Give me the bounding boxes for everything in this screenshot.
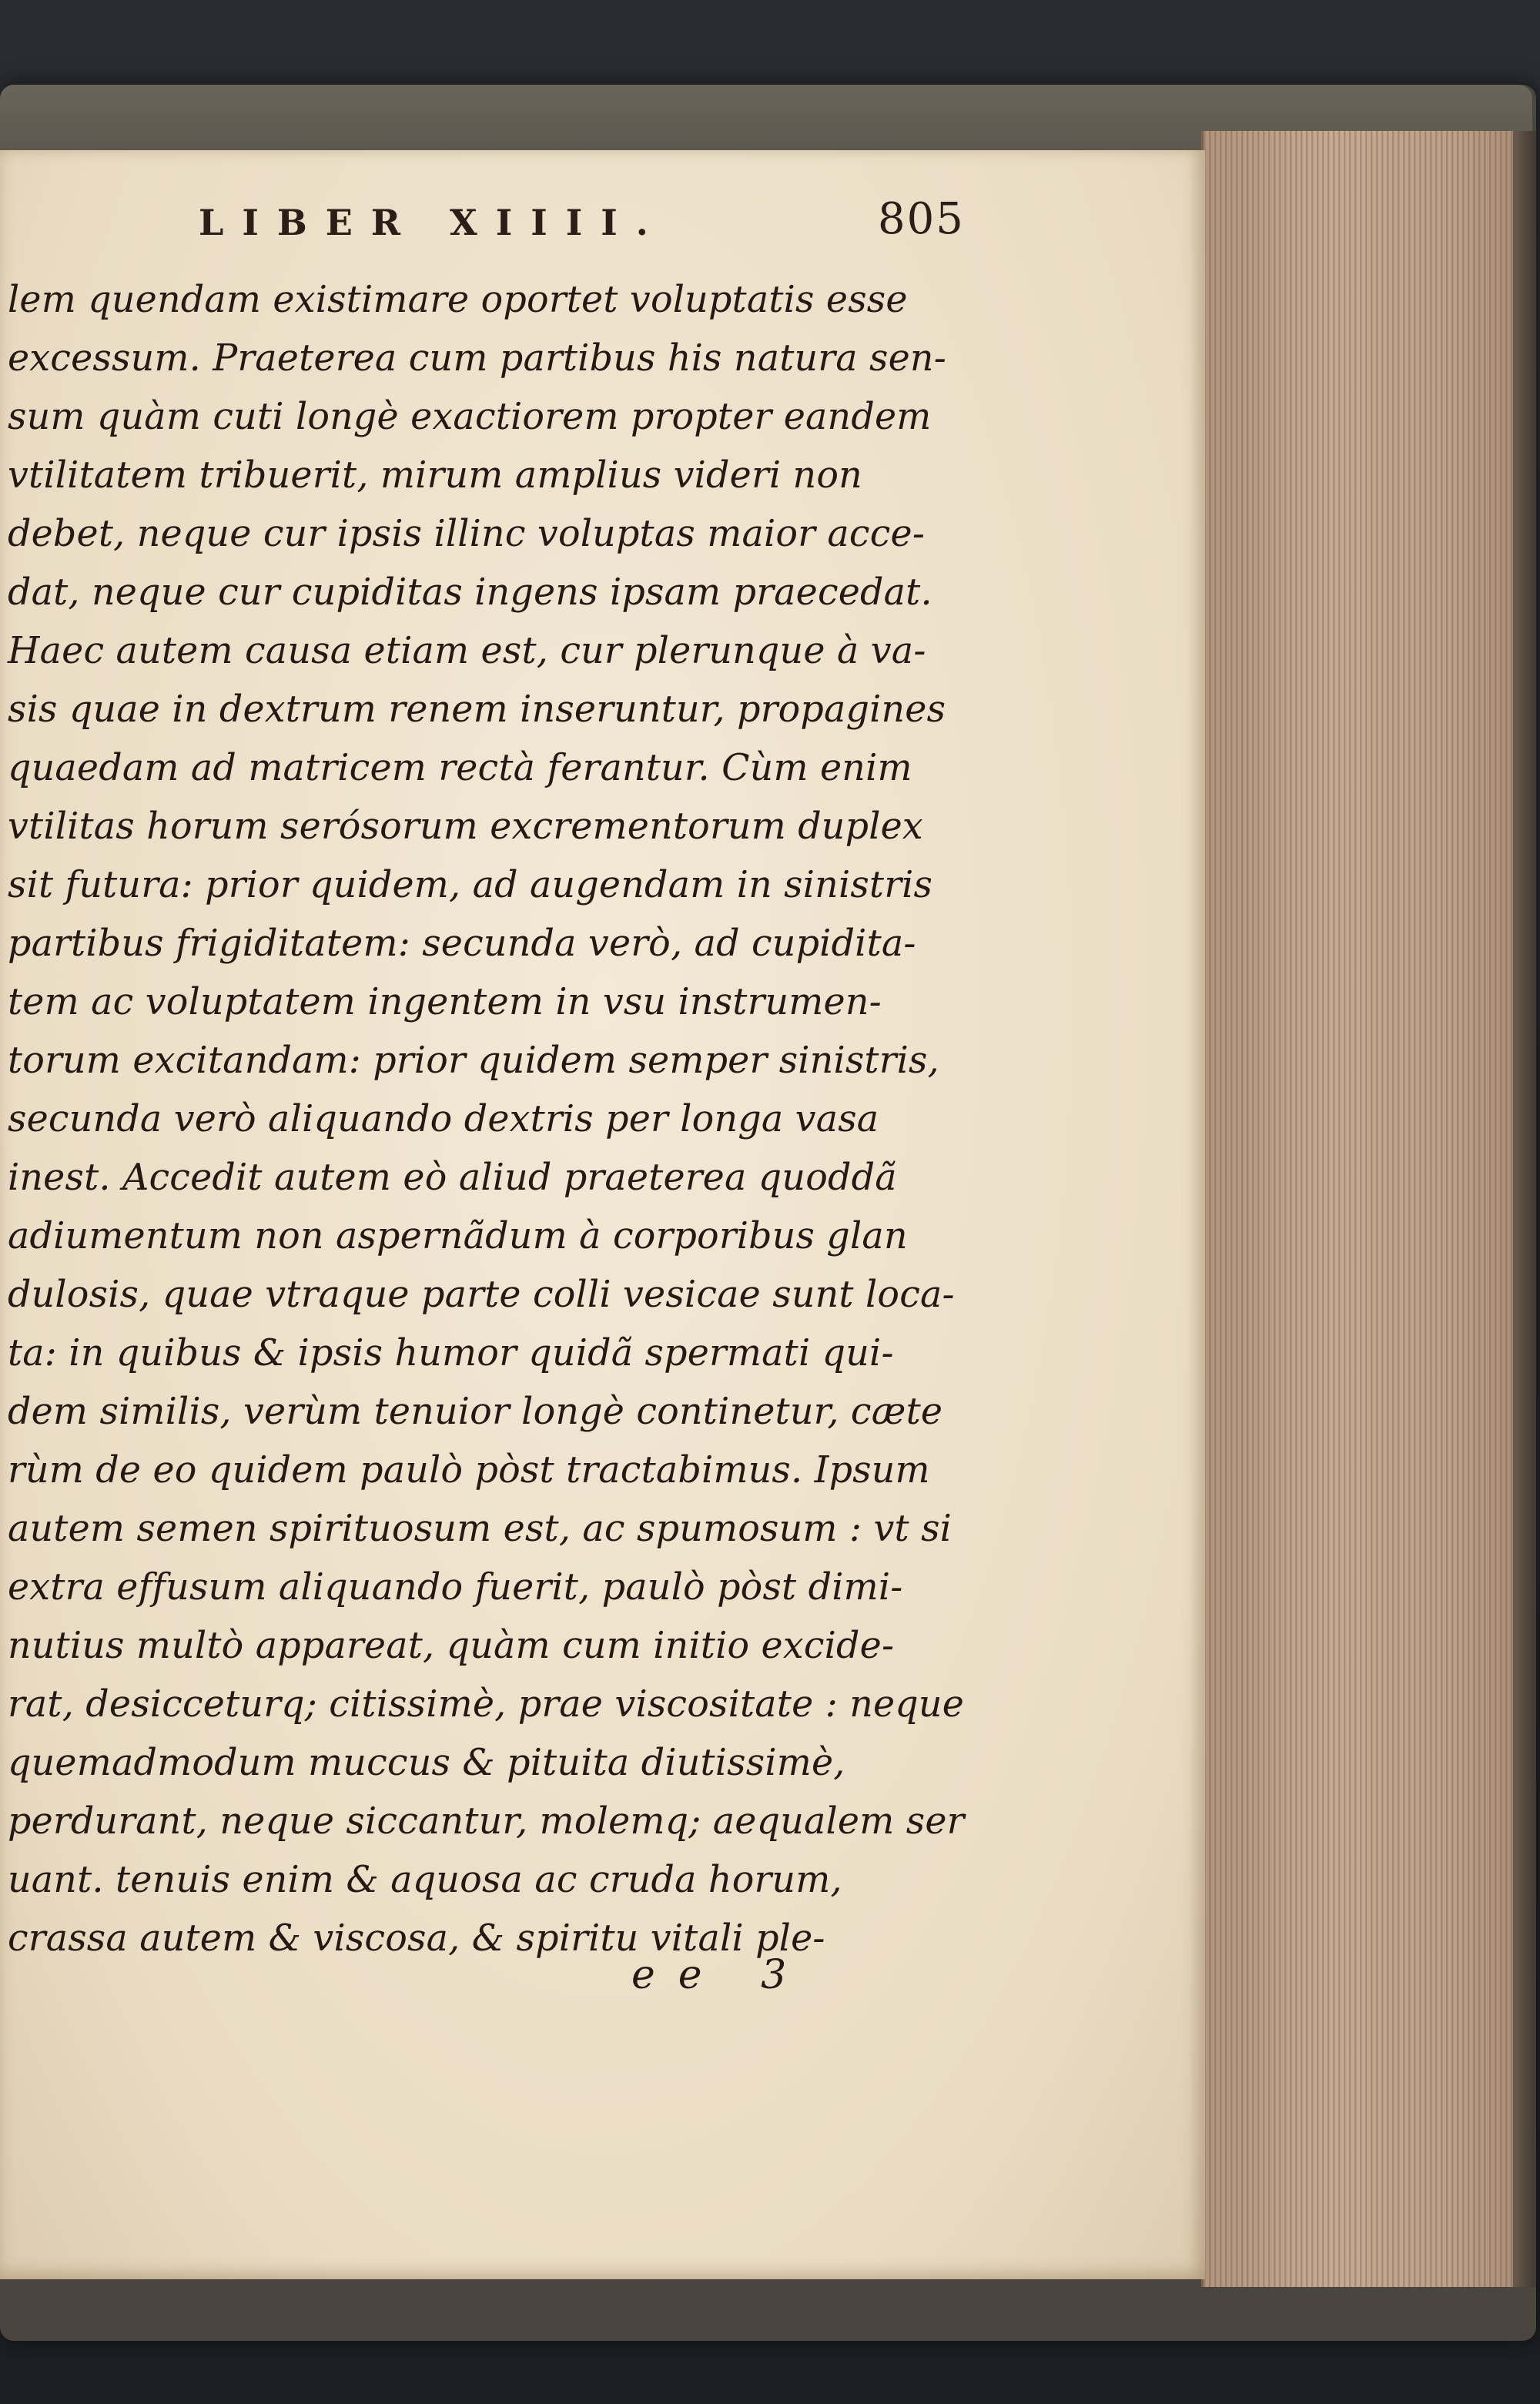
text-line: rat, desicceturq; citissimè, prae viscositate : neque — [8, 1683, 965, 1726]
text-line: adiumentum non aspernãdum à corporibus glan — [8, 1215, 908, 1257]
signature-mark: ee 3 — [631, 1952, 810, 1998]
text-line: secunda verò aliquando dextris per longa vasa — [8, 1098, 879, 1140]
text-line: nutius multò appareat, quàm cum initio excide- — [8, 1625, 895, 1667]
text-line: sit futura: prior quidem, ad augendam in sinistris — [8, 864, 933, 906]
text-line: autem semen spirituosum est, ac spumosum : vt si — [8, 1508, 952, 1550]
text-line: partibus frigiditatem: secunda verò, ad cupidita- — [8, 922, 916, 965]
cover-edge — [1513, 131, 1536, 2287]
text-line: extra effusum aliquando fuerit, paulò pòst dimi- — [8, 1566, 903, 1609]
text-line: quemadmodum muccus & pituita diutissimè, — [8, 1742, 845, 1784]
text-line: quaedam ad matricem rectà ferantur. Cùm enim — [8, 747, 912, 789]
text-line: uant. tenuis enim & aquosa ac cruda horum, — [8, 1859, 842, 1901]
running-head-title: LIBER XIIII. — [199, 202, 667, 243]
text-line: tem ac voluptatem ingentem in vsu instrumen- — [8, 981, 882, 1023]
text-line: inest. Accedit autem eò aliud praeterea quoddã — [8, 1157, 897, 1199]
text-line: rùm de eo quidem paulò pòst tractabimus. Ipsum — [8, 1449, 930, 1492]
text-line: sum quàm cuti longè exactiorem propter eandem — [8, 396, 932, 438]
text-line: sis quae in dextrum renem inseruntur, propagines — [8, 688, 946, 731]
running-head — [0, 194, 1205, 256]
text-line: vtilitatem tribuerit, mirum amplius videri non — [8, 454, 862, 497]
text-line: lem quendam existimare oportet voluptatis esse — [8, 279, 908, 321]
page-number: 805 — [878, 194, 965, 244]
text-line: excessum. Praeterea cum partibus his natura sen- — [8, 337, 946, 380]
text-line: dulosis, quae vtraque parte colli vesicae sunt loca- — [8, 1274, 955, 1316]
page-fore-edge — [1201, 131, 1519, 2287]
text-line: dat, neque cur cupiditas ingens ipsam praecedat. — [8, 571, 932, 614]
text-line: debet, neque cur ipsis illinc voluptas maior acce- — [8, 513, 926, 555]
text-line: vtilitas horum serósorum excrementorum duplex — [8, 805, 923, 848]
body-text — [8, 271, 965, 1968]
text-line: crassa autem & viscosa, & spiritu vitali ple- — [8, 1917, 825, 1960]
text-line: torum excitandam: prior quidem semper sinistris, — [8, 1040, 939, 1082]
text-line: ta: in quibus & ipsis humor quidã spermati qui- — [8, 1332, 894, 1374]
text-line: Haec autem causa etiam est, cur plerunque à va- — [8, 630, 926, 672]
text-line: perdurant, neque siccantur, molemq; aequalem ser — [8, 1800, 965, 1843]
text-line: dem similis, verùm tenuior longè continetur, cæte — [8, 1391, 943, 1433]
